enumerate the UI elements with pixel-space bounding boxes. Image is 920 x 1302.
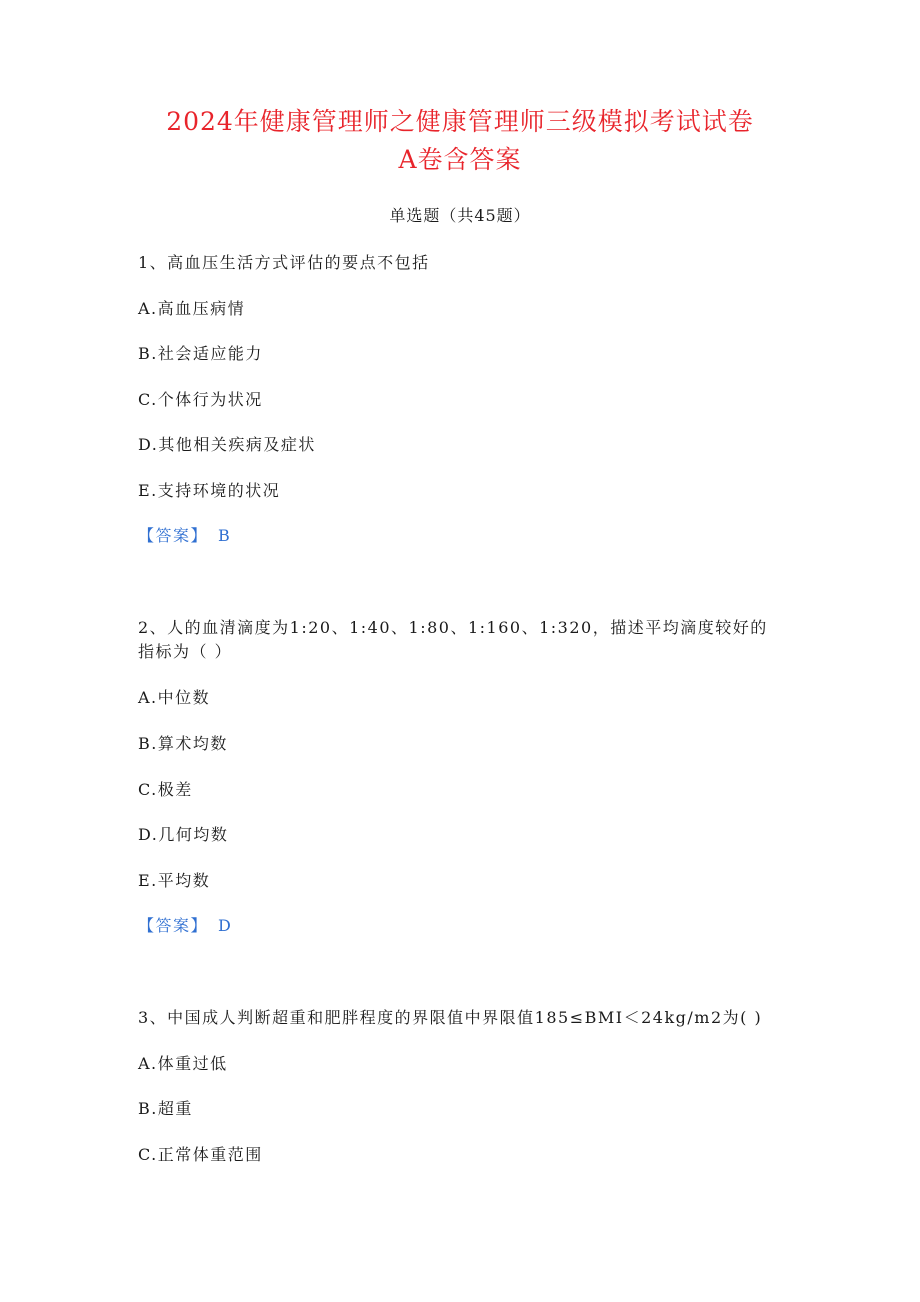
question-2-option-a: A.中位数 <box>138 688 211 707</box>
question-2-answer <box>138 914 788 938</box>
question-1-option-e: E.支持环境的状况 <box>138 481 281 500</box>
answer-value: B <box>218 526 232 545</box>
question-2-option-b: B.算术均数 <box>138 734 228 753</box>
question-1-option-c: C.个体行为状况 <box>138 390 263 409</box>
question-3-option-a: A.体重过低 <box>138 1054 228 1073</box>
question-1-stem: 1、高血压生活方式评估的要点不包括 <box>138 253 430 272</box>
document-title-line-1: 2024年健康管理师之健康管理师三级模拟考试试卷 <box>166 107 754 136</box>
question-2-option-c: C.极差 <box>138 780 193 799</box>
question-2-stem-line-1: 2、人的血清滴度为1:20、1:40、1:80、1:160、1:320，描述平均滴度较好的 <box>138 618 768 637</box>
answer-value: D <box>218 916 233 935</box>
section-heading: 单选题（共45题） <box>389 206 531 225</box>
question-1-option-d: D.其他相关疾病及症状 <box>138 435 316 454</box>
answer-label: 【答案】 <box>138 526 209 545</box>
question-1-option-a: A.高血压病情 <box>138 299 246 318</box>
question-2-option-d: D.几何均数 <box>138 825 229 844</box>
question-1-option-b: B.社会适应能力 <box>138 344 263 363</box>
question-2-stem-line-2: 指标为（ ） <box>138 642 233 661</box>
question-3-option-b: B.超重 <box>138 1099 193 1118</box>
question-2-option-e: E.平均数 <box>138 871 211 890</box>
question-3-stem: 3、中国成人判断超重和肥胖程度的界限值中界限值185≤BMI＜24kg/m2为( ) <box>138 1008 763 1027</box>
question-1-answer <box>138 524 788 548</box>
answer-label: 【答案】 <box>138 916 209 935</box>
question-3-option-c: C.正常体重范围 <box>138 1145 263 1164</box>
document-title-line-2: A卷含答案 <box>398 145 522 174</box>
